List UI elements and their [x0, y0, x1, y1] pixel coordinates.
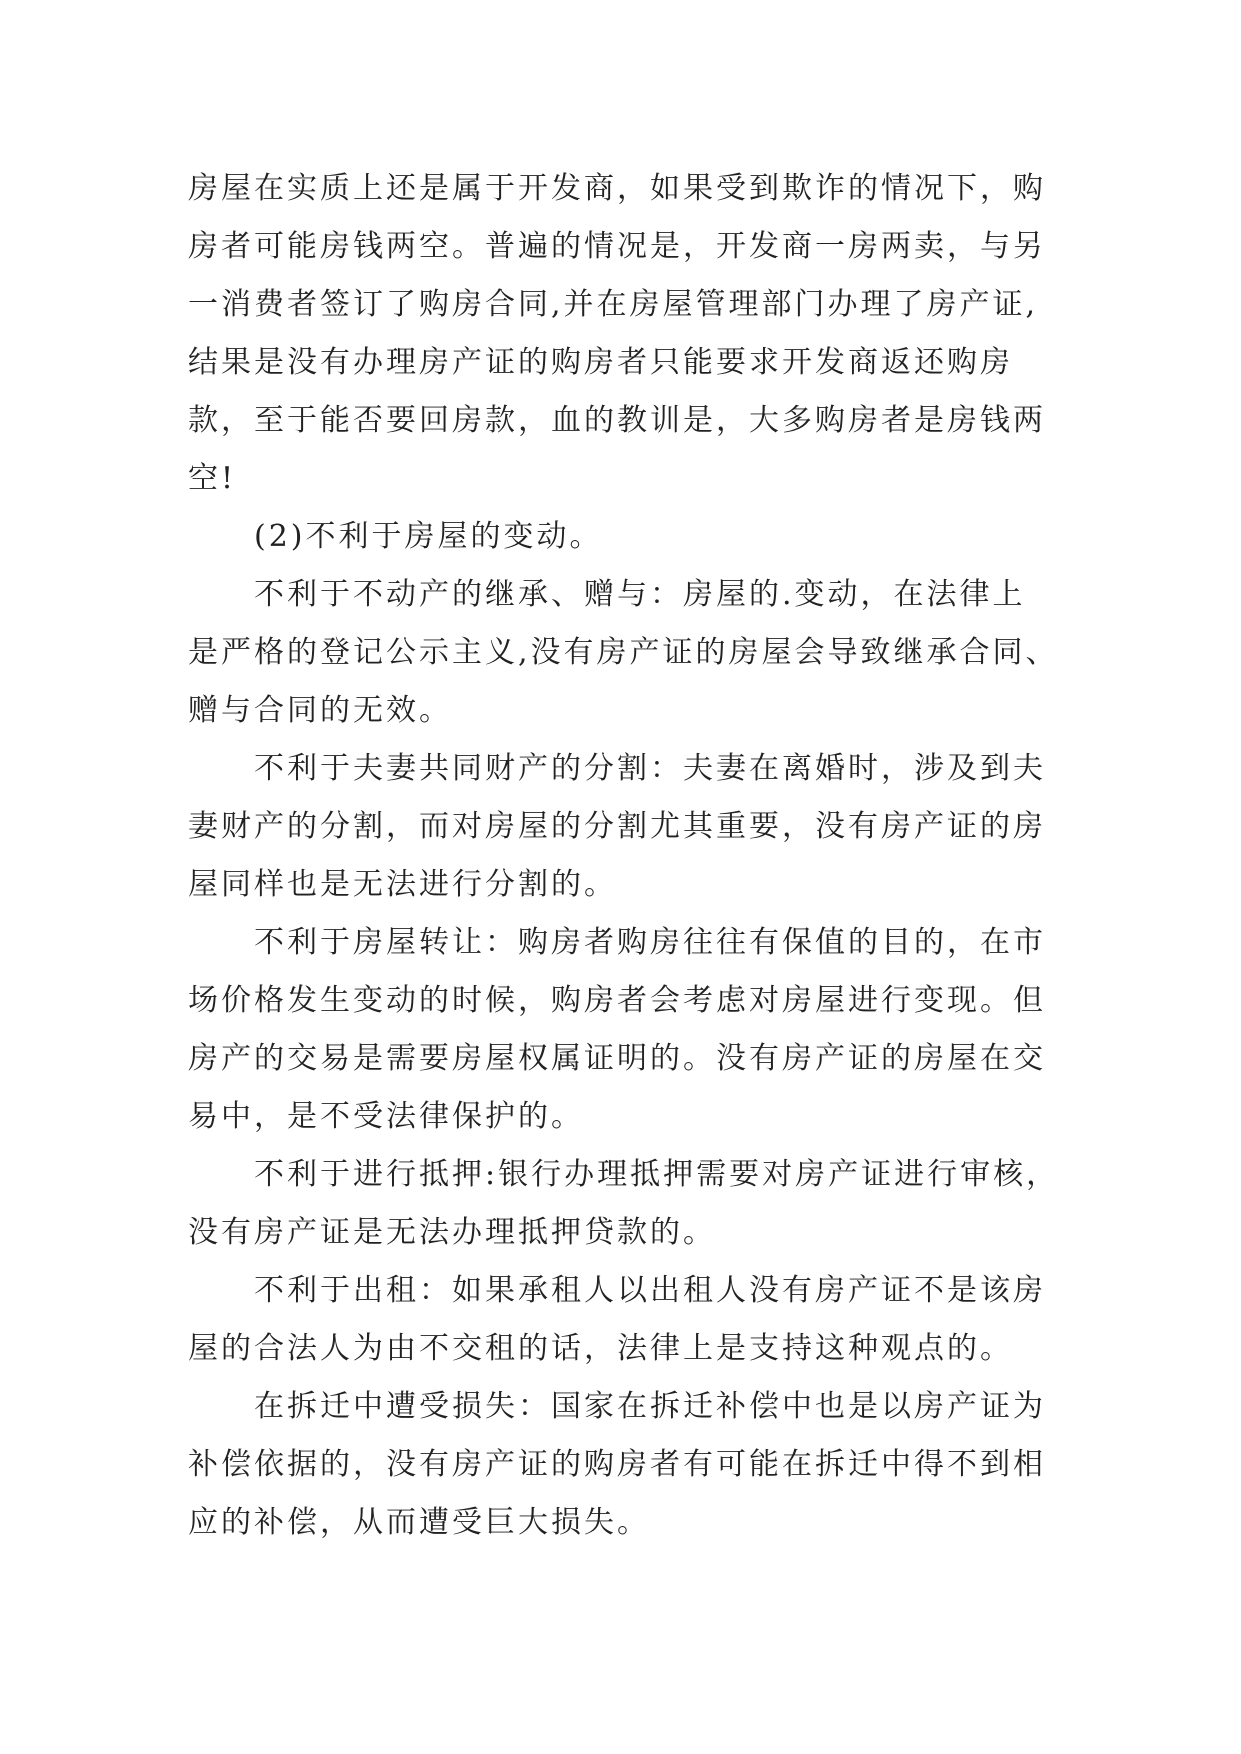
section-heading: (2)不利于房屋的变动。 [254, 519, 603, 554]
text-line: 房屋在实质上还是属于开发商，如果受到欺诈的情况下，购 [188, 171, 1046, 206]
text-line: 没有房产证是无法办理抵押贷款的。 [188, 1215, 716, 1250]
document-body [188, 160, 1088, 1552]
text-line: 场价格发生变动的时候，购房者会考虑对房屋进行变现。但 [188, 983, 1046, 1018]
text-line: 应的补偿，从而遭受巨大损失。 [188, 1505, 650, 1540]
paragraph-start-line: 不利于房屋转让：购房者购房往往有保值的目的，在市 [254, 925, 1046, 960]
paragraph-start-line: 在拆迁中遭受损失：国家在拆迁补偿中也是以房产证为 [254, 1389, 1046, 1424]
text-line: 房产的交易是需要房屋权属证明的。没有房产证的房屋在交 [188, 1041, 1046, 1076]
text-line: 结果是没有办理房产证的购房者只能要求开发商返还购房 [188, 345, 1013, 380]
text-line: 是严格的登记公示主义,没有房产证的房屋会导致继承合同、 [188, 635, 1059, 670]
text-line: 易中，是不受法律保护的。 [188, 1099, 584, 1134]
text-line: 款，至于能否要回房款，血的教训是，大多购房者是房钱两 [188, 403, 1046, 438]
text-line: 妻财产的分割，而对房屋的分割尤其重要，没有房产证的房 [188, 809, 1046, 844]
text-line: 屋的合法人为由不交租的话，法律上是支持这种观点的。 [188, 1331, 1013, 1366]
text-line: 空! [188, 461, 237, 496]
paragraph-start-line: 不利于夫妻共同财产的分割：夫妻在离婚时，涉及到夫 [254, 751, 1046, 786]
paragraph-start-line: 不利于不动产的继承、赠与：房屋的.变动，在法律上 [254, 577, 1026, 612]
text-line: 屋同样也是无法进行分割的。 [188, 867, 617, 902]
paragraph-start-line: 不利于出租：如果承租人以出租人没有房产证不是该房 [254, 1273, 1046, 1308]
text-line: 一消费者签订了购房合同,并在房屋管理部门办理了房产证, [188, 287, 1039, 322]
paragraph-start-line: 不利于进行抵押:银行办理抵押需要对房产证进行审核， [254, 1157, 1060, 1192]
text-line: 赠与合同的无效。 [188, 693, 452, 728]
text-line: 补偿依据的，没有房产证的购房者有可能在拆迁中得不到相 [188, 1447, 1046, 1482]
text-line: 房者可能房钱两空。普遍的情况是，开发商一房两卖，与另 [188, 229, 1046, 264]
